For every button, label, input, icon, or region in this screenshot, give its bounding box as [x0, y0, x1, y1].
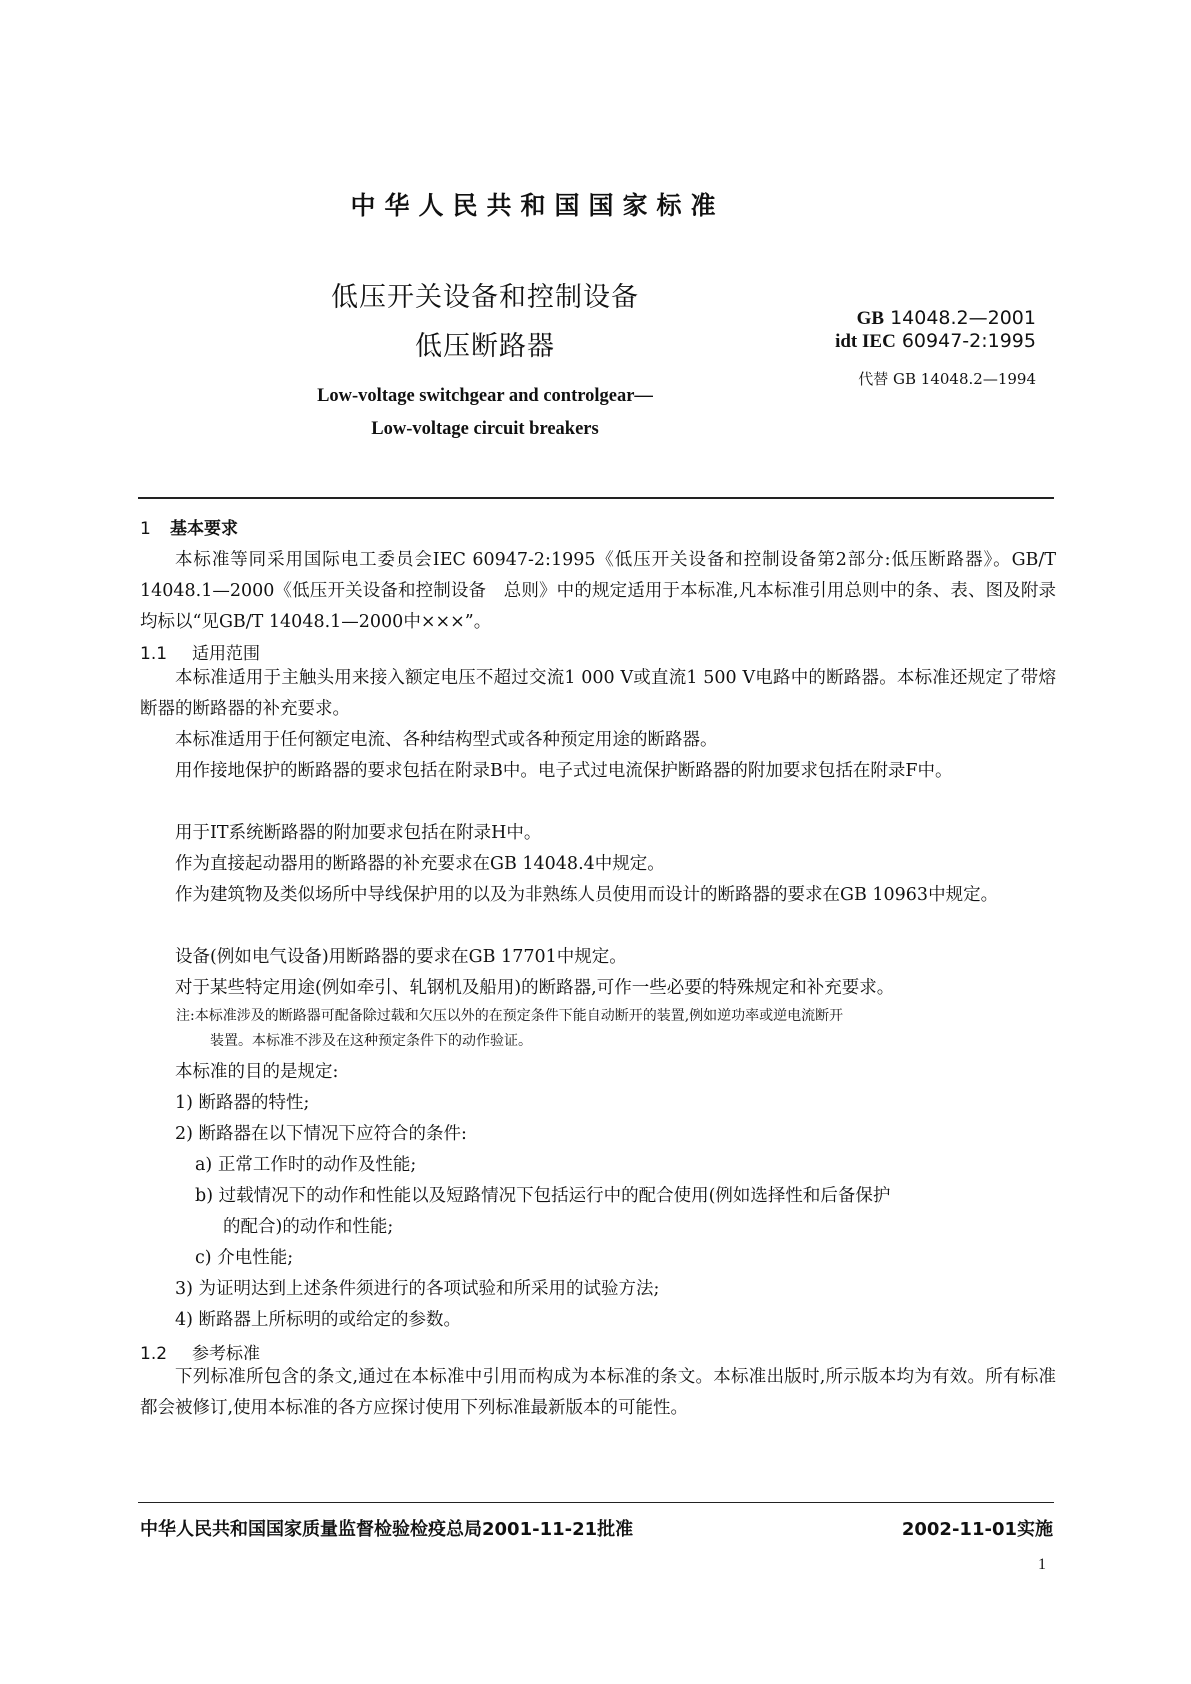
page-number: 1 — [1038, 1556, 1046, 1573]
paragraph: 本标准等同采用国际电工委员会IEC 60947-2:1995《低压开关设备和控制设备第2部分:低压断路器》。GB/T 14048.1—2000《低压开关设备和控制设备 总则》中的规定适用于本标准,凡本标准引用总则中的条、表、图及附录均标以“见GB/T 14048.1—2000中×××”。 — [140, 550, 1056, 632]
title-en-line-2: Low-voltage circuit breakers — [371, 419, 599, 439]
section-1-1-heading — [140, 639, 260, 664]
list-subitem: a) 正常工作时的动作及性能; — [195, 1155, 417, 1175]
paragraph: 本标准的目的是规定: — [175, 1062, 339, 1082]
section-1-heading — [140, 514, 238, 539]
footer-divider — [138, 1502, 1054, 1503]
list-item: 3) 为证明达到上述条件须进行的各项试验和所采用的试验方法; — [175, 1279, 660, 1299]
paragraph: 设备(例如电气设备)用断路器的要求在GB 17701中规定。 — [175, 947, 627, 967]
implementation-date: 2002-11-01实施 — [901, 1519, 1053, 1540]
list-item: 1) 断路器的特性; — [175, 1093, 310, 1113]
section-title: 参考标准 — [192, 1344, 260, 1364]
section-number: 1.1 — [140, 644, 168, 664]
equivalent-code — [835, 330, 1036, 353]
list-subitem-continuation: 的配合)的动作和性能; — [223, 1217, 394, 1237]
approval-line: 中华人民共和国国家质量监督检验检疫总局2001-11-21批准 — [140, 1519, 634, 1540]
list-item: 2) 断路器在以下情况下应符合的条件: — [175, 1124, 467, 1144]
title-zh-line-2: 低压断路器 — [415, 331, 555, 362]
replaces-note: 代替 GB 14048.2—1994 — [858, 370, 1036, 388]
standard-code — [857, 307, 1036, 330]
title-en-line-1: Low-voltage switchgear and controlgear— — [317, 386, 653, 406]
paragraph: 作为建筑物及类似场所中导线保护用的以及为非熟练人员使用而设计的断路器的要求在GB 10963中规定。 — [175, 885, 999, 905]
section-title: 适用范围 — [192, 644, 260, 664]
equivalent-code-number: 60947-2:1995 — [901, 330, 1036, 352]
national-standard-header: 中华人民共和国国家标准 — [350, 191, 725, 220]
paragraph: 作为直接起动器用的断路器的补充要求在GB 14048.4中规定。 — [175, 854, 665, 874]
list-subitem: b) 过载情况下的动作和性能以及短路情况下包括运行中的配合使用(例如选择性和后备保护 — [195, 1186, 891, 1206]
section-number: 1.2 — [140, 1344, 168, 1364]
standard-code-number: 14048.2—2001 — [890, 307, 1036, 329]
section-title: 基本要求 — [170, 519, 238, 539]
paragraph: 下列标准所包含的条文,通过在本标准中引用而构成为本标准的条文。本标准出版时,所示版本均为有效。所有标准都会被修订,使用本标准的各方应探讨使用下列标准最新版本的可能性。 — [140, 1367, 1056, 1418]
title-zh-line-1: 低压开关设备和控制设备 — [331, 282, 639, 313]
paragraph: 本标准适用于任何额定电流、各种结构型式或各种预定用途的断路器。 — [175, 730, 718, 750]
header-divider — [138, 497, 1054, 499]
list-subitem: c) 介电性能; — [195, 1248, 294, 1268]
paragraph: 本标准适用于主触头用来接入额定电压不超过交流1 000 V或直流1 500 V电路中的断路器。本标准还规定了带熔断器的断路器的补充要求。 — [140, 668, 1056, 719]
note — [176, 1004, 1056, 1054]
paragraph: 用作接地保护的断路器的要求包括在附录B中。电子式过电流保护断路器的附加要求包括在附录F中。 — [175, 761, 953, 781]
paragraph: 对于某些特定用途(例如牵引、轧钢机及船用)的断路器,可作一些必要的特殊规定和补充要求。 — [175, 978, 895, 998]
note-line-2: 装置。本标准不涉及在这种预定条件下的动作验证。 — [210, 1033, 532, 1049]
equivalent-code-prefix: idt IEC — [835, 331, 896, 352]
section-1-2-heading — [140, 1339, 260, 1364]
list-item: 4) 断路器上所标明的或给定的参数。 — [175, 1310, 462, 1330]
section-number: 1 — [140, 519, 151, 539]
standard-code-prefix: GB — [856, 308, 885, 329]
note-line-1: 注:本标准涉及的断路器可配备除过载和欠压以外的在预定条件下能自动断开的装置,例如逆功率或逆电流断开 — [176, 1008, 844, 1024]
paragraph: 用于IT系统断路器的附加要求包括在附录H中。 — [175, 823, 542, 843]
